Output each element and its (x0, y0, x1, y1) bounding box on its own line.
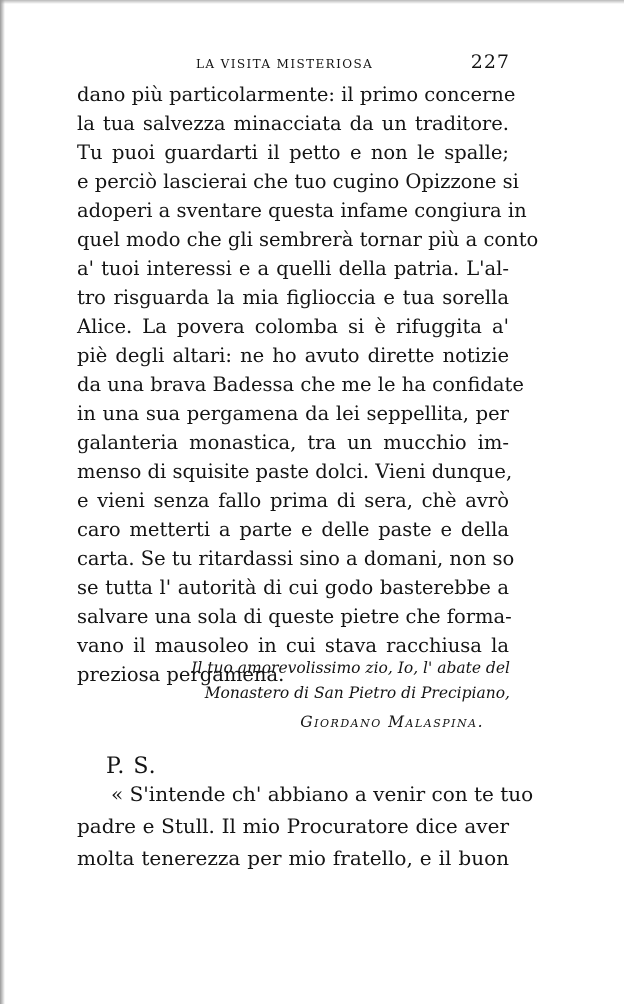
text-line: in una sua pergamena da lei seppellita, per (77, 402, 509, 425)
running-title: LA VISITA MISTERIOSA (196, 57, 374, 71)
page-number: 227 (470, 51, 510, 73)
text-line-last: preziosa pergamena. (77, 663, 285, 686)
text-line: da una brava Badessa che me le ha confidate (77, 373, 524, 396)
signature-line: Monastero di San Pietro di Precipiano, (204, 684, 510, 702)
text-line: Tu puoi guardarti il petto e non le spalle; (77, 141, 509, 164)
text-line: vano il mausoleo in cui stava racchiusa la (77, 634, 509, 657)
signature-name: Giordano Malaspina. (300, 713, 484, 731)
body-text (77, 80, 539, 689)
text-line: Alice. La povera colomba si è rifuggita a' (77, 315, 509, 338)
running-head (196, 51, 510, 78)
postscript-line: « S'intende ch' abbiano a venir con te tuo (111, 782, 534, 806)
text-line: se tutta l' autorità di cui godo basterebbe a (77, 576, 509, 599)
text-line: galanteria monastica, tra un mucchio im- (77, 431, 509, 454)
page-top-shadow (0, 0, 624, 4)
signature-line: Il tuo amorevolissimo zio, Io, l' abate del (191, 659, 510, 677)
postscript-text (77, 778, 534, 874)
text-line: menso di squisite paste dolci. Vieni dunque, (77, 460, 513, 483)
letter-signature (150, 656, 510, 734)
text-line: quel modo che gli sembrerà tornar più a conto (77, 228, 539, 251)
text-line: dano più particolarmente: il primo concerne (77, 83, 516, 106)
text-line: carta. Se tu ritardassi sino a domani, non so (77, 547, 515, 570)
postscript-line: padre e Stull. Il mio Procuratore dice aver (77, 814, 509, 838)
text-line: la tua salvezza minacciata da un traditore. (77, 112, 509, 135)
page-gutter-shadow (0, 0, 5, 1004)
postscript-line: molta tenerezza per mio fratello, e il buon (77, 846, 509, 870)
text-line: tro risguarda la mia figlioccia e tua sorella (77, 286, 509, 309)
text-line: adoperi a sventare questa infame congiura in (77, 199, 527, 222)
text-line: caro metterti a parte e delle paste e della (77, 518, 509, 541)
text-line: piè degli altari: ne ho avuto dirette notizie (77, 344, 509, 367)
text-line: salvare una sola di queste pietre che forma- (77, 605, 512, 628)
text-line: e vieni senza fallo prima di sera, chè avrò (77, 489, 509, 512)
text-line: a' tuoi interessi e a quelli della patria. L'al- (77, 257, 509, 280)
postscript-label: P. S. (106, 754, 157, 779)
text-line: e perciò lascierai che tuo cugino Opizzone si (77, 170, 519, 193)
